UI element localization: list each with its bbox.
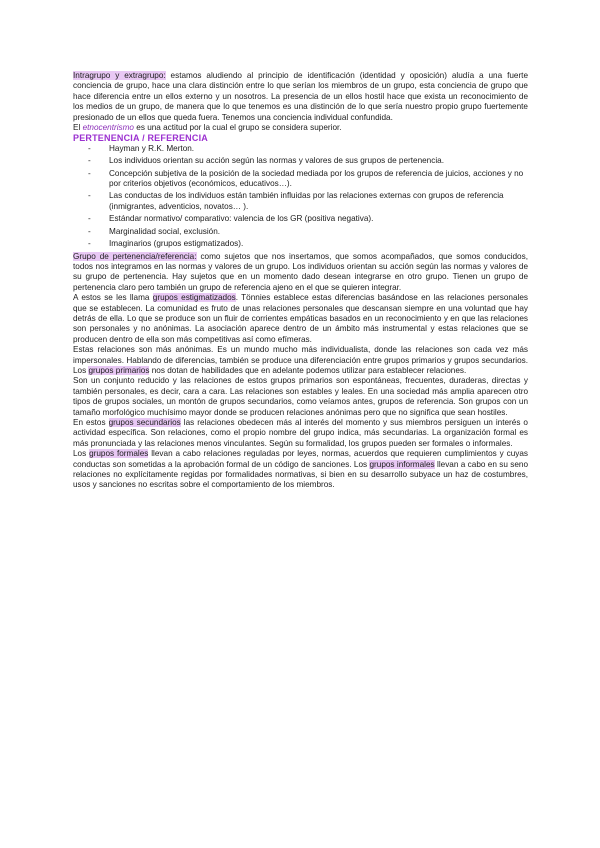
estigmatizados-pre: A estos se les llama	[73, 293, 153, 303]
estigmatizados-paragraph	[73, 293, 528, 345]
pertenencia-text: como sujetos que nos insertamos, que somos acompañados, que somos conducidos, todos nos integramos en las normas y valores de un grupo. Los individuos orientan su acción según las normas y valores de su grupo de pertenencia. Hay sujetos que en un momento dado desean integrarse en otro grupo. Tienen un grupo de pertenencia claro pero también un grupo de referencia ajeno en el que se quieren integrar.	[73, 251, 528, 292]
secundarios-post: las relaciones obedecen más al interés del momento y sus miembros persiguen un interés o actividad específica. Son relaciones, como el propio nombre del grupo indica, más secundarias. La organización formal es más pronunciada y las relaciones menos vinculantes. Según su formalidad, los grupos pueden ser formales o informales.	[73, 418, 528, 448]
bullet-item: - Concepción subjetiva de la posición de la sociedad mediada por los grupos de referencia de juicios, acciones y no por criterios objetivos (económicos, educativos…).	[88, 169, 528, 190]
term-grupos-informales: grupos informales	[369, 459, 435, 469]
estigmatizados-post: . Tönnies establece estas diferencias basándose en las relaciones personales que se establecen. La comunidad es fruto de unas relaciones personales que descansan siempre en una voluntad que hay detrás de ella. Lo que se produce son un fluir de corrientes empáticas basados en un reconocimiento y en que las relaciones son personales y no anónimas. La asociación aparece dentro de un ámbito más instrumental y estas relaciones que se producen dentro de ella son más competitivas así como efímeras.	[73, 293, 528, 344]
anonimas-post: nos dotan de habilidades que en adelante podemos utilizar para establecer relaciones.	[149, 365, 467, 375]
anonimas-paragraph	[73, 345, 528, 376]
term-grupos-primarios: grupos primarios	[88, 365, 150, 375]
secundarios-pre: En estos	[73, 418, 109, 427]
bullet-item: - Imaginarios (grupos estigmatizados).	[88, 239, 528, 249]
secundarios-paragraph	[73, 418, 528, 449]
bullet-item: - Las conductas de los individuos están también influidas por las relaciones externas con grupos de referencia (inmigrantes, adventicios, novatos… ).	[88, 191, 528, 212]
bullet-item: - Los individuos orientan su acción según las normas y valores de sus grupos de pertenencia.	[88, 156, 528, 166]
term-grupos-formales: grupos formales	[89, 449, 149, 459]
term-grupos-estigmatizados: grupos estigmatizados	[152, 293, 236, 303]
term-intragrupo: Intragrupo y extragrupo:	[73, 71, 166, 80]
intro-paragraph	[73, 71, 528, 123]
informales-post: llevan a cabo en su seno relaciones no explícitamente regidas por formalidades normativas, si bien en su desarrollo subyace un haz de costumbres, usos y sanciones no escritas sobre el comportamiento de los miembros.	[73, 459, 529, 490]
pertenencia-paragraph	[73, 252, 528, 294]
bullet-list	[73, 144, 528, 250]
term-grupos-secundarios: grupos secundarios	[108, 418, 181, 427]
etnocentrismo-paragraph	[73, 123, 528, 133]
formales-post: llevan a cabo relaciones reguladas por leyes, normas, acuerdos que requieren cumplimientos y cuyas conductas son sometidas a la aprobación formal de un código de sanciones. Los	[73, 449, 528, 469]
etno-pre: El	[73, 123, 83, 133]
section-heading: PERTENENCIA / REFERENCIA	[73, 133, 208, 144]
anonimas-pre: Estas relaciones son más anónimas. Es un mundo mucho más individualista, donde las relaciones son cada vez más impersonales. Hablando de diferencias, también se produce una diferenciación entre grupos primarios y grupos secundarios. Los	[73, 345, 528, 375]
term-grupo-pertenencia: Grupo de pertenencia/referencia:	[73, 251, 197, 261]
bullet-item: - Marginalidad social, exclusión.	[88, 227, 528, 237]
bullet-item: - Estándar normativo/ comparativo: valencia de los GR (positiva negativa).	[88, 214, 528, 224]
bullet-item: - Hayman y R.K. Merton.	[88, 144, 528, 154]
conjunto-paragraph: Son un conjunto reducido y las relaciones de estos grupos primarios son espontáneas, frecuentes, duraderas, directas y también personales, es decir, cara a cara. Las relaciones son estables y leales. En una sociedad más amplia aparecen otro tipos de grupos sociales, un montón de grupos secundarios, como veíamos antes, grupos de referencia. Son grupos con un tamaño morfológico muchísimo mayor donde se producen relaciones anónimas pero que no significa que sean hostiles.	[73, 376, 528, 417]
etno-post: es una actitud por la cual el grupo se considera superior.	[134, 123, 342, 133]
term-etnocentrismo: etnocentrismo	[82, 123, 134, 133]
formales-pre: Los	[73, 449, 90, 459]
intro-text: estamos aludiendo al principio de identificación (identidad y oposición) aludía a una fuerte conciencia de grupo, hace una clara distinción entre lo que serían los miembros de un grupo, esta conciencia de grupo que hace diferencia entre un ellos externo y un nosotros. La presencia de un ellos hostil hace que exista un reconocimiento de los medios de un grupo, de manera que lo que tenemos es una distinción de lo que sería nuestro propio grupo fuertemente presionado de un ellos que queda fuera. Tenemos una conciencia individual confundida.	[73, 71, 528, 122]
formales-paragraph	[73, 449, 528, 491]
